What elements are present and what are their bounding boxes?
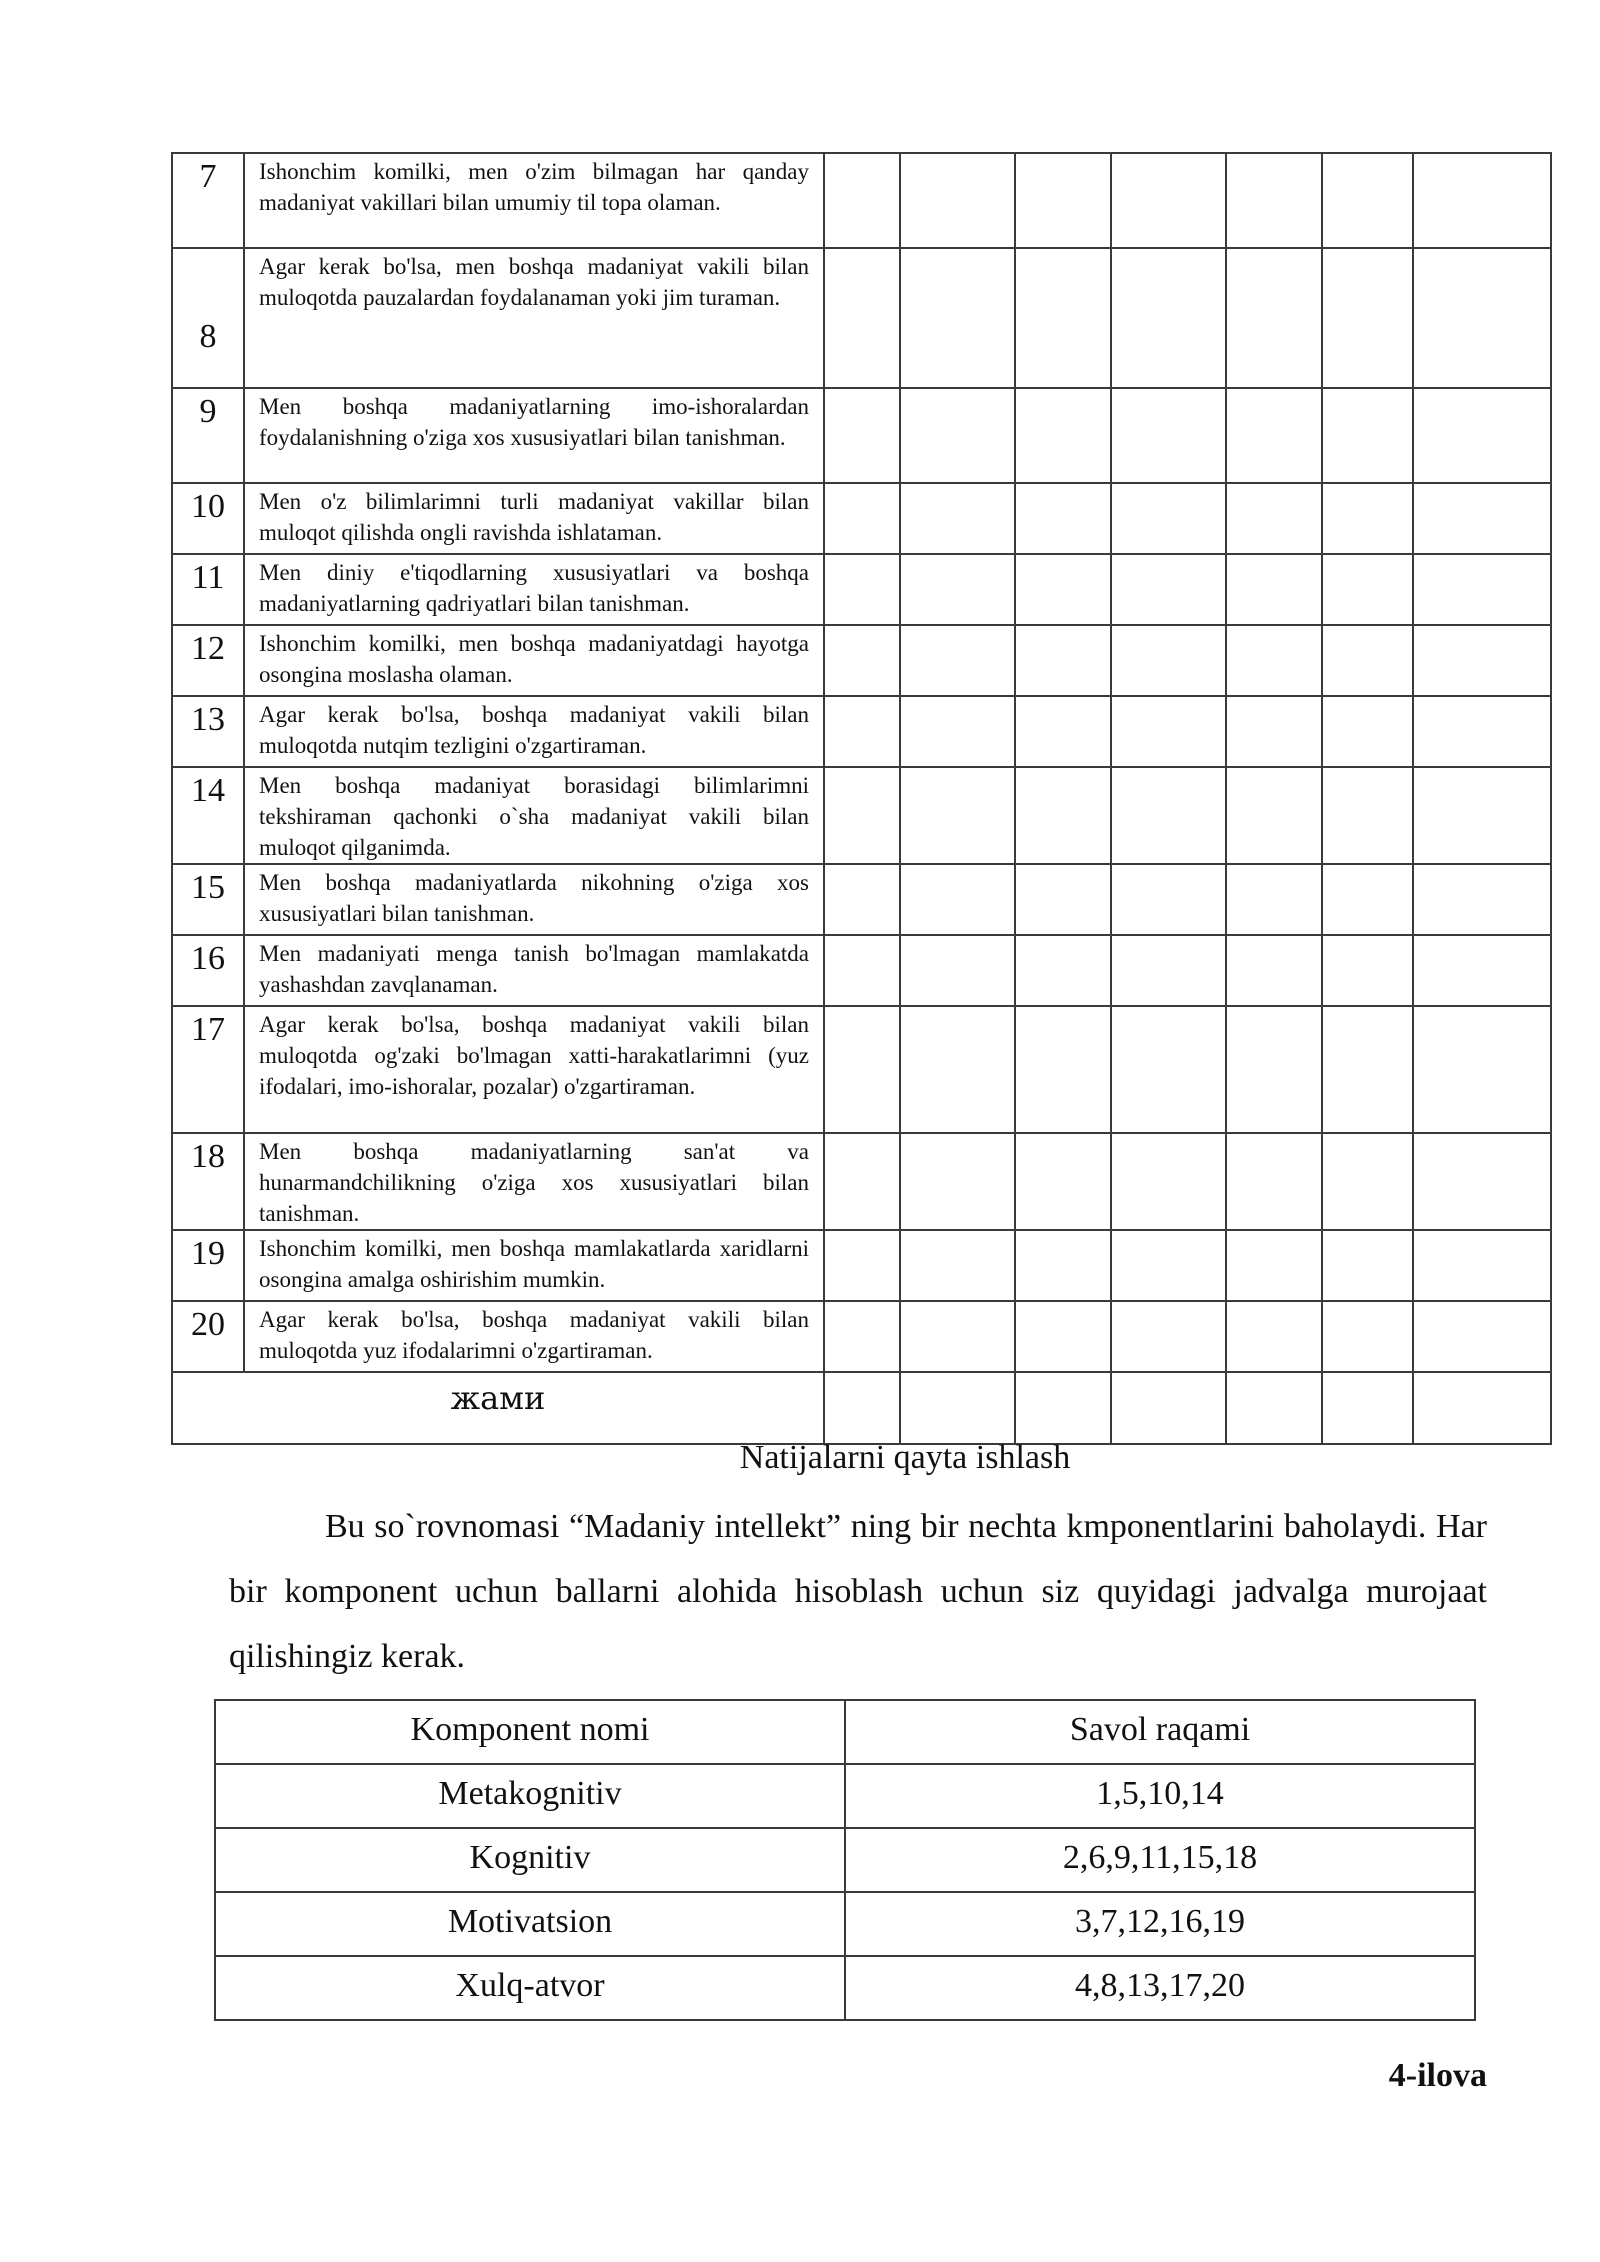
answer-cell [824, 1372, 900, 1444]
answer-cell[interactable] [1322, 1006, 1413, 1133]
survey-row-statement: Ishonchim komilki, men o'zim bilmagan har qanday madaniyat vakillari bilan umumiy til topa olaman. [244, 153, 824, 248]
answer-cell[interactable] [1226, 1133, 1322, 1230]
answer-cell[interactable] [1111, 1006, 1226, 1133]
survey-row-statement: Ishonchim komilki, men boshqa mamlakatlarda xaridlarni osongina amalga oshirishim mumkin. [244, 1230, 824, 1301]
answer-cell[interactable] [1015, 554, 1111, 625]
answer-cell[interactable] [824, 1301, 900, 1372]
answer-cell[interactable] [1226, 388, 1322, 483]
answer-cell[interactable] [1413, 935, 1551, 1006]
component-questions: 4,8,13,17,20 [845, 1956, 1475, 2020]
answer-cell[interactable] [1226, 864, 1322, 935]
survey-row [172, 625, 1551, 696]
survey-row [172, 864, 1551, 935]
answer-cell[interactable] [1322, 248, 1413, 388]
component-name: Metakognitiv [215, 1764, 845, 1828]
survey-row-statement: Agar kerak bo'lsa, boshqa madaniyat vakili bilan muloqotda og'zaki bo'lmagan xatti-harakatlarimni (yuz ifodalari, imo-ishoralar, pozalar) o'zgartiraman. [244, 1006, 824, 1133]
answer-cell [1322, 1372, 1413, 1444]
answer-cell[interactable] [1111, 1230, 1226, 1301]
components-row [215, 1764, 1475, 1828]
answer-cell[interactable] [824, 248, 900, 388]
answer-cell[interactable] [1413, 767, 1551, 864]
answer-cell[interactable] [1015, 935, 1111, 1006]
components-header-questions: Savol raqami [845, 1700, 1475, 1764]
answer-cell[interactable] [900, 1301, 1015, 1372]
answer-cell[interactable] [1111, 1133, 1226, 1230]
answer-cell[interactable] [900, 625, 1015, 696]
answer-cell[interactable] [1322, 388, 1413, 483]
survey-row-number: 14 [172, 767, 244, 864]
component-name: Xulq-atvor [215, 1956, 845, 2020]
answer-cell[interactable] [1413, 864, 1551, 935]
component-questions: 1,5,10,14 [845, 1764, 1475, 1828]
answer-cell[interactable] [1111, 153, 1226, 248]
survey-row-statement: Agar kerak bo'lsa, boshqa madaniyat vakili bilan muloqotda yuz ifodalarimni o'zgartiraman. [244, 1301, 824, 1372]
survey-row [172, 554, 1551, 625]
answer-cell[interactable] [1015, 1133, 1111, 1230]
components-header-row [215, 1700, 1475, 1764]
survey-table-body [172, 153, 1551, 1372]
answer-cell[interactable] [1226, 767, 1322, 864]
survey-total-row [172, 1372, 1551, 1444]
answer-cell[interactable] [1322, 1230, 1413, 1301]
answer-cell[interactable] [1015, 625, 1111, 696]
survey-row-statement: Agar kerak bo'lsa, men boshqa madaniyat vakili bilan muloqotda pauzalardan foydalanaman yoki jim turaman. [244, 248, 824, 388]
answer-cell[interactable] [824, 1006, 900, 1133]
answer-cell[interactable] [1111, 625, 1226, 696]
answer-cell[interactable] [1226, 248, 1322, 388]
survey-row-number: 8 [172, 248, 244, 388]
survey-row-statement: Men boshqa madaniyat borasidagi bilimlarimni tekshiraman qachonki o`sha madaniyat vakili bilan muloqot qilganimda. [244, 767, 824, 864]
answer-cell[interactable] [1413, 625, 1551, 696]
answer-cell[interactable] [900, 767, 1015, 864]
survey-row [172, 1301, 1551, 1372]
section-paragraph: Bu so`rovnomasi “Madaniy intellekt” ning bir nechta kmponentlarini baholaydi. Har bir komponent uchun ballarni alohida hisoblash uchun siz quyidagi jadvalga murojaat qilishingiz kerak. [229, 1508, 1487, 1675]
survey-row-statement: Ishonchim komilki, men boshqa madaniyatdagi hayotga osongina moslasha olaman. [244, 625, 824, 696]
survey-row [172, 1133, 1551, 1230]
answer-cell[interactable] [1413, 1301, 1551, 1372]
answer-cell[interactable] [1111, 864, 1226, 935]
answer-cell[interactable] [1413, 248, 1551, 388]
component-name: Motivatsion [215, 1892, 845, 1956]
survey-row-statement: Men madaniyati menga tanish bo'lmagan mamlakatda yashashdan zavqlanaman. [244, 935, 824, 1006]
component-name: Kognitiv [215, 1828, 845, 1892]
answer-cell[interactable] [1413, 696, 1551, 767]
answer-cell[interactable] [1111, 483, 1226, 554]
components-row [215, 1828, 1475, 1892]
answer-cell[interactable] [1015, 1230, 1111, 1301]
answer-cell[interactable] [900, 388, 1015, 483]
survey-row [172, 1006, 1551, 1133]
survey-row-number: 10 [172, 483, 244, 554]
survey-row-statement: Men diniy e'tiqodlarning xususiyatlari va boshqa madaniyatlarning qadriyatlari bilan tanishman. [244, 554, 824, 625]
survey-row [172, 388, 1551, 483]
survey-row-number: 20 [172, 1301, 244, 1372]
answer-cell [1015, 1372, 1111, 1444]
survey-total-label: жами [172, 1372, 824, 1444]
answer-cell[interactable] [1226, 696, 1322, 767]
answer-cell[interactable] [1413, 1133, 1551, 1230]
survey-row-number: 9 [172, 388, 244, 483]
components-row [215, 1892, 1475, 1956]
survey-row-number: 12 [172, 625, 244, 696]
answer-cell[interactable] [1226, 625, 1322, 696]
survey-row-number: 15 [172, 864, 244, 935]
survey-row [172, 696, 1551, 767]
answer-cell[interactable] [900, 248, 1015, 388]
answer-cell[interactable] [1413, 1006, 1551, 1133]
answer-cell[interactable] [1322, 696, 1413, 767]
answer-cell[interactable] [900, 864, 1015, 935]
answer-cell[interactable] [1413, 388, 1551, 483]
answer-cell[interactable] [1015, 153, 1111, 248]
components-table [214, 1699, 1476, 2021]
answer-cell[interactable] [1226, 935, 1322, 1006]
answer-cell[interactable] [824, 625, 900, 696]
survey-row [172, 935, 1551, 1006]
answer-cell [1111, 1372, 1226, 1444]
component-questions: 2,6,9,11,15,18 [845, 1828, 1475, 1892]
answer-cell[interactable] [1015, 388, 1111, 483]
answer-cell[interactable] [1226, 1006, 1322, 1133]
answer-cell[interactable] [1015, 1006, 1111, 1133]
survey-row-number: 7 [172, 153, 244, 248]
answer-cell[interactable] [824, 767, 900, 864]
answer-cell[interactable] [1111, 388, 1226, 483]
appendix-label: 4-ilova [1388, 2057, 1487, 2094]
survey-row [172, 248, 1551, 388]
answer-cell[interactable] [1413, 153, 1551, 248]
answer-cell[interactable] [900, 1006, 1015, 1133]
answer-cell [900, 1372, 1015, 1444]
survey-row [172, 767, 1551, 864]
survey-row-statement: Men boshqa madaniyatlarning san'at va hunarmandchilikning o'ziga xos xususiyatlari bilan tanishman. [244, 1133, 824, 1230]
answer-cell[interactable] [1015, 1301, 1111, 1372]
section-title: Natijalarni qayta ishlash [739, 1439, 1071, 1476]
answer-cell[interactable] [900, 153, 1015, 248]
answer-cell[interactable] [900, 483, 1015, 554]
survey-row-statement: Men boshqa madaniyatlarning imo-ishoralardan foydalanishning o'ziga xos xususiyatlari bilan tanishman. [244, 388, 824, 483]
survey-row-number: 13 [172, 696, 244, 767]
answer-cell[interactable] [1322, 767, 1413, 864]
answer-cell[interactable] [1322, 1301, 1413, 1372]
answer-cell[interactable] [900, 696, 1015, 767]
answer-cell[interactable] [824, 864, 900, 935]
survey-table [171, 152, 1552, 1445]
answer-cell[interactable] [824, 483, 900, 554]
answer-cell [1413, 1372, 1551, 1444]
survey-row [172, 1230, 1551, 1301]
answer-cell[interactable] [1226, 153, 1322, 248]
answer-cell[interactable] [1111, 554, 1226, 625]
answer-cell[interactable] [1111, 767, 1226, 864]
answer-cell[interactable] [900, 1230, 1015, 1301]
components-header-name: Komponent nomi [215, 1700, 845, 1764]
answer-cell[interactable] [1015, 483, 1111, 554]
answer-cell[interactable] [1111, 1301, 1226, 1372]
survey-row-number: 19 [172, 1230, 244, 1301]
answer-cell[interactable] [1226, 554, 1322, 625]
answer-cell[interactable] [1226, 1230, 1322, 1301]
answer-cell[interactable] [1413, 1230, 1551, 1301]
answer-cell[interactable] [1322, 1133, 1413, 1230]
answer-cell[interactable] [1322, 625, 1413, 696]
survey-row-number: 18 [172, 1133, 244, 1230]
survey-row-number: 16 [172, 935, 244, 1006]
answer-cell[interactable] [1322, 153, 1413, 248]
survey-row-statement: Men boshqa madaniyatlarda nikohning o'ziga xos xususiyatlari bilan tanishman. [244, 864, 824, 935]
answer-cell [1226, 1372, 1322, 1444]
answer-cell[interactable] [1322, 935, 1413, 1006]
answer-cell[interactable] [900, 554, 1015, 625]
answer-cell[interactable] [1322, 864, 1413, 935]
components-row [215, 1956, 1475, 2020]
answer-cell[interactable] [1111, 248, 1226, 388]
survey-row [172, 153, 1551, 248]
answer-cell[interactable] [1015, 864, 1111, 935]
component-questions: 3,7,12,16,19 [845, 1892, 1475, 1956]
answer-cell[interactable] [824, 554, 900, 625]
answer-cell[interactable] [1111, 935, 1226, 1006]
answer-cell[interactable] [1226, 483, 1322, 554]
survey-row [172, 483, 1551, 554]
answer-cell[interactable] [1322, 554, 1413, 625]
answer-cell[interactable] [1322, 483, 1413, 554]
survey-row-number: 11 [172, 554, 244, 625]
survey-row-number: 17 [172, 1006, 244, 1133]
answer-cell[interactable] [1413, 483, 1551, 554]
survey-row-statement: Agar kerak bo'lsa, boshqa madaniyat vakili bilan muloqotda nutqim tezligini o'zgartiraman. [244, 696, 824, 767]
components-table-body [215, 1764, 1475, 2020]
answer-cell[interactable] [824, 1230, 900, 1301]
answer-cell[interactable] [1413, 554, 1551, 625]
answer-cell[interactable] [824, 153, 900, 248]
answer-cell[interactable] [900, 935, 1015, 1006]
answer-cell[interactable] [824, 696, 900, 767]
answer-cell[interactable] [1111, 696, 1226, 767]
answer-cell[interactable] [1226, 1301, 1322, 1372]
answer-cell[interactable] [1015, 248, 1111, 388]
answer-cell[interactable] [1015, 696, 1111, 767]
answer-cell[interactable] [824, 388, 900, 483]
answer-cell[interactable] [900, 1133, 1015, 1230]
answer-cell[interactable] [824, 935, 900, 1006]
answer-cell[interactable] [824, 1133, 900, 1230]
answer-cell[interactable] [1015, 767, 1111, 864]
survey-row-statement: Men o'z bilimlarimni turli madaniyat vakillar bilan muloqot qilishda ongli ravishda ishlataman. [244, 483, 824, 554]
